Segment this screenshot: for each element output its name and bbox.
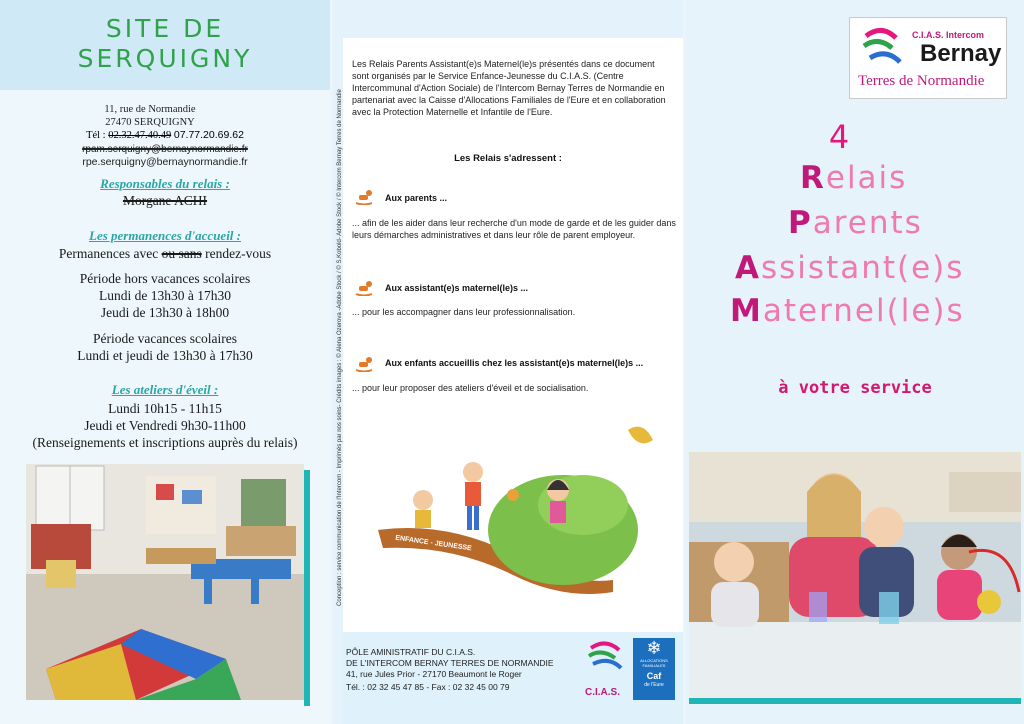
item-enfants-text: ... pour leur proposer des ateliers d'éveil et de socialisation. xyxy=(352,383,589,393)
logo-top-text: C.I.A.S. Intercom xyxy=(912,30,985,40)
cias-logo-icon xyxy=(581,640,631,682)
snowflake-icon: ❄ xyxy=(646,638,662,658)
responsable-name: Morgane ACHI xyxy=(122,193,208,208)
caf-logo xyxy=(633,638,675,700)
enfance-jeunesse-illustration xyxy=(373,420,673,620)
site-title-line2: SERQUIGNY xyxy=(77,44,253,73)
footer-line1: PÔLE AMINISTRATIF DU C.I.A.S. xyxy=(346,647,476,657)
word-relais xyxy=(800,160,907,196)
caf-line1: ALLOCATIONS xyxy=(640,658,668,663)
cias-intercom-logo xyxy=(849,17,1007,99)
rocking-horse-icon xyxy=(354,356,374,372)
site-title xyxy=(0,14,330,74)
caf-line2: FAMILIALES xyxy=(642,663,666,668)
caf-line4: de l'Eure xyxy=(644,682,664,688)
tel-label: Tél : xyxy=(86,130,106,141)
footer-line4: Tél. : 02 32 45 47 85 - Fax : 02 32 45 00 79 xyxy=(346,682,510,692)
cias-swirl-icon xyxy=(860,26,904,70)
item-assistants-text: ... pour les accompagner dans leur professionnalisation. xyxy=(352,307,576,317)
ateliers-title: Les ateliers d'éveil : xyxy=(111,382,219,397)
relais-count: 4 xyxy=(828,118,850,156)
permanences-title: Les permanences d'accueil : xyxy=(89,228,241,243)
word-assistants xyxy=(735,250,964,286)
illustration-label: ENFANCE - JEUNESSE xyxy=(394,534,473,553)
item-parents-text: ... afin de les aider dans leur recherche d'un mode de garde et de les guider dans leurs démarches administratives et dans leur rôle de parent employeur. xyxy=(352,218,676,240)
middle-content-area xyxy=(343,38,683,724)
left-panel xyxy=(0,0,330,724)
logo-name: Bernay xyxy=(920,40,1002,67)
service-tagline: à votre service xyxy=(778,378,932,398)
footer-line3: 41, rue Jules Prior - 27170 Beaumont le Roger xyxy=(346,669,522,679)
item-enfants-title: Aux enfants accueillis chez les assistant(e)s maternel(le)s ... xyxy=(385,358,644,368)
ateliers-line2: Jeudi et Vendredi 9h30-11h00 xyxy=(84,418,246,433)
word-parents xyxy=(788,205,923,241)
logo-sub: Terres de Normandie xyxy=(858,73,985,89)
address-line2: 27470 SERQUIGNY xyxy=(105,117,195,128)
tel-new: 07.77.20.69.62 xyxy=(173,129,244,141)
permanences-strike: ou sans xyxy=(161,246,202,261)
periode-hors-line1: Lundi de 13h30 à 17h30 xyxy=(99,288,231,303)
permanences-text xyxy=(0,245,330,262)
permanences-suffix: rendez-vous xyxy=(205,246,272,261)
word-assistants-initial: A xyxy=(735,250,761,286)
word-maternels-initial: M xyxy=(730,293,763,329)
word-relais-rest: elais xyxy=(825,160,908,196)
word-relais-initial: R xyxy=(800,160,826,196)
intro-text: Les Relais Parents Assistant(e)s Maternel(le)s présentés dans ce document sont organisés par le Service Enfance-Jeunesse du C.I.A.S. (Centre Intercommunal d'Action Sociale) de l'Intercom Bernay Terres de Normandie en partenariat avec la Caisse d'Allocations Familiales de l'Eure et en collaboration avec la Protection Maternelle et Infantile de l'Eure. xyxy=(352,59,666,117)
item-parents-title: Aux parents ... xyxy=(385,193,448,203)
telephone xyxy=(0,129,330,141)
word-assistants-rest: ssistant(e)s xyxy=(761,250,965,286)
item-assistants-title: Aux assistant(e)s maternel(le)s ... xyxy=(385,283,529,293)
word-parents-initial: P xyxy=(788,205,813,241)
photo-accent-bar-bottom xyxy=(689,698,1021,704)
word-maternels-rest: aternel(le)s xyxy=(762,293,965,329)
ateliers-line1: Lundi 10h15 - 11h15 xyxy=(108,401,222,416)
site-title-line1: SITE DE xyxy=(105,14,225,43)
periode-vac-line1: Lundi et jeudi de 13h30 à 17h30 xyxy=(77,348,253,363)
word-maternels xyxy=(730,293,965,329)
photo-accent-bar xyxy=(304,470,310,706)
periode-hors-title: Période hors vacances scolaires xyxy=(79,271,251,286)
responsables-title: Responsables du relais : xyxy=(100,176,230,191)
email: rpe.serquigny@bernaynormandie.fr xyxy=(82,156,248,168)
cias-label: C.I.A.S. xyxy=(585,687,621,698)
footer-line2: DE L'INTERCOM BERNAY TERRES DE NORMANDIE xyxy=(346,658,554,668)
vertical-credits: Conception : service communication de l'Intercom - Imprimés par nos soins- Crédits images : © Alena Ozerova -Adobe Stock / © S.Kobold- Adobe Stock / © Intercom Bernay Terres de Normandie xyxy=(337,89,343,606)
rocking-horse-icon xyxy=(354,280,374,296)
middle-panel xyxy=(333,0,683,724)
periode-hors-line2: Jeudi de 13h30 à 18h00 xyxy=(100,305,230,320)
word-parents-rest: arents xyxy=(812,205,923,241)
children-photo xyxy=(689,452,1021,698)
permanences-prefix: Permanences avec xyxy=(58,246,159,261)
classroom-photo xyxy=(26,464,304,700)
periode-vac-title: Période vacances scolaires xyxy=(93,331,237,346)
tel-old: 02.32.47.40.49 xyxy=(108,130,172,141)
relais-adressent: Les Relais s'adressent : xyxy=(454,153,562,164)
rocking-horse-icon xyxy=(354,189,374,205)
ateliers-line3: (Renseignements et inscriptions auprès du relais) xyxy=(32,435,298,450)
email-old: rpam.serquigny@bernaynormandie.fr xyxy=(82,144,248,155)
address-line1: 11, rue de Normandie xyxy=(104,104,196,115)
right-panel xyxy=(686,0,1024,724)
caf-line3: Caf xyxy=(646,671,662,681)
